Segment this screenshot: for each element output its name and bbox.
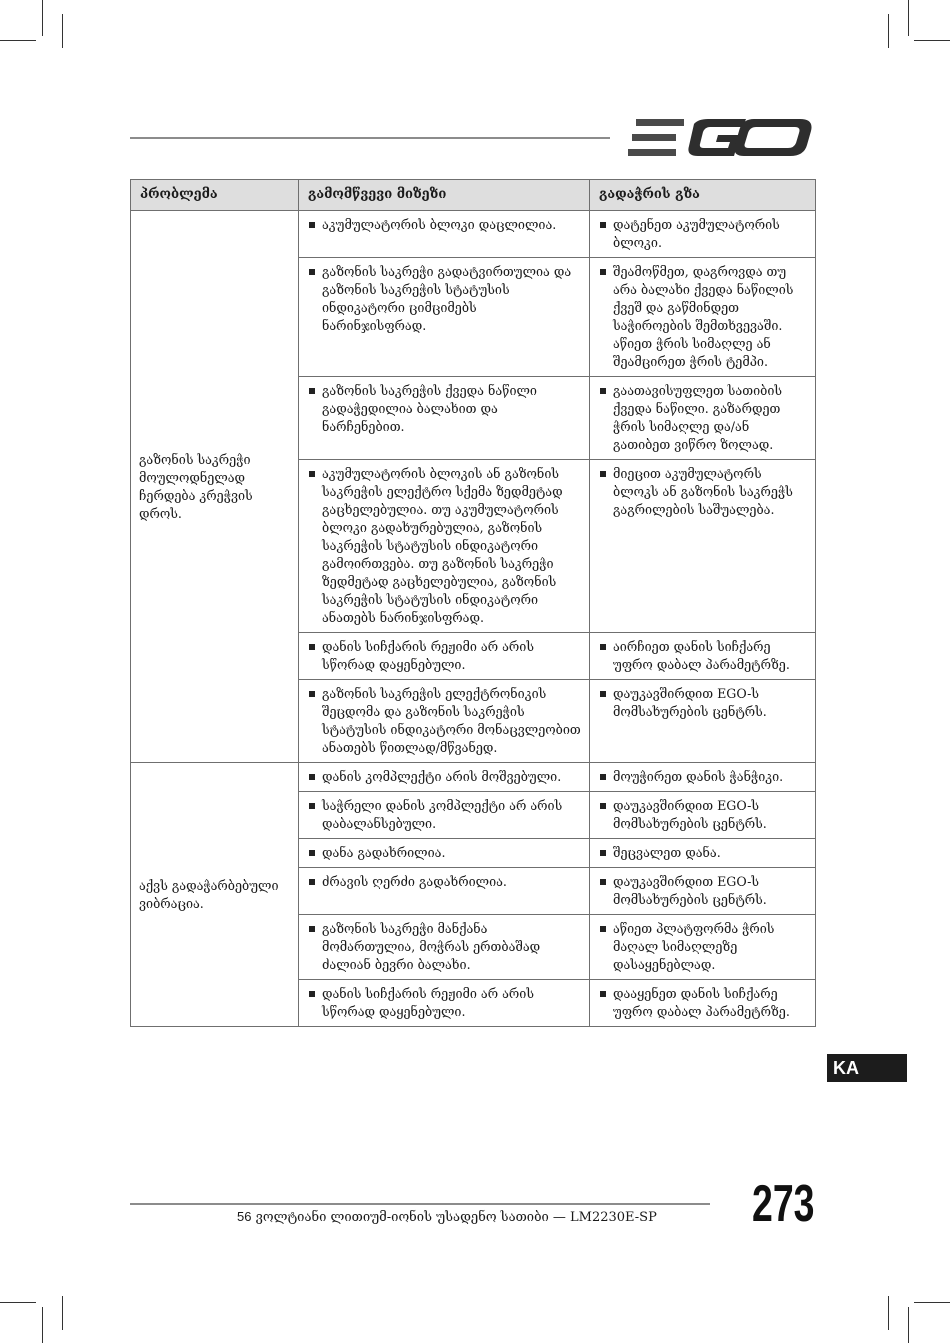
cause-text: დანის სიჩქარის რეჟიმი არ არის სწორად დაყენებული. [322,986,534,1019]
bullet-icon [600,926,606,932]
solution-cell [590,258,816,377]
cause-cell [299,460,590,633]
bullet-icon [309,991,315,997]
cause-text: აკუმულატორის ბლოკის ან გაზონის საკრეჭის ელექტრო სქემა ზედმეტად გაცხელებულია. თუ აკუმულატორის ბლოკი გადახურებულია, გაზონის საკრეჭის სტატუსის ინდიკატორი გამოირთვება. თუ გაზონის საკრეჭი ზედმეტად გაცხელებულია, გაზონის საკრეჭის სტატუსის ინდიკატორი ანათებს ნარინჯისფრად. [322,466,563,625]
crop-mark [42,0,43,36]
cause-cell [299,633,590,680]
solution-cell [590,792,816,839]
bullet-icon [600,644,606,650]
table-row [131,211,816,258]
table-row [131,763,816,792]
cause-cell [299,377,590,460]
cause-text: აკუმულატორის ბლოკი დაცლილია. [322,217,557,232]
bullet-icon [309,850,315,856]
cause-cell [299,258,590,377]
footer-description: ვოლტიანი ლითიუმ-იონის უსადენო სათიბი — LM2230E-SP [255,1210,657,1225]
cause-text: დანა გადახრილია. [322,845,446,860]
cause-text: გაზონის საკრეჭი მანქანა მომართულია, მოჭრას ერთბაშად ძალიან ბევრი ბალახი. [322,921,541,972]
footer-voltage: 56 [237,1209,252,1224]
solution-cell [590,839,816,868]
crop-mark [0,40,36,41]
solution-text: მოუჭირეთ დანის ჭანჭიკი. [613,769,784,784]
footer-rule [130,1203,710,1205]
bullet-icon [309,926,315,932]
crop-mark [908,1307,909,1343]
cause-cell [299,868,590,915]
crop-mark [908,0,909,36]
bullet-icon [600,269,606,275]
solution-cell [590,377,816,460]
bullet-icon [309,222,315,228]
bullet-icon [600,850,606,856]
solution-cell [590,763,816,792]
cause-cell [299,839,590,868]
bullet-icon [309,691,315,697]
bullet-icon [600,991,606,997]
bullet-icon [600,222,606,228]
solution-text: შეცვალეთ დანა. [613,845,721,860]
cause-cell [299,915,590,980]
solution-text: აწიეთ პლატფორმა ჭრის მაღალ სიმაღლეზე დასაყენებლად. [613,921,775,972]
cause-cell [299,680,590,763]
bullet-icon [309,879,315,885]
solution-text: გაათავისუფლეთ სათიბის ქვედა ნაწილი. გაზარდეთ ჭრის სიმაღლე და/ან გათიბეთ ვიწრო ზოლად. [613,383,783,452]
bullet-icon [309,269,315,275]
solution-text: მიეცით აკუმულატორს ბლოკს ან გაზონის საკრეჭს გაგრილების საშუალება. [613,466,793,517]
bullet-icon [309,388,315,394]
solution-text: აირჩიეთ დანის სიჩქარე უფრო დაბალ პარამეტრზე. [613,639,790,672]
cause-text: გაზონის საკრეჭი გადატვირთულია და გაზონის საკრეჭის სტატუსის ინდიკატორი ციმციმებს ნარინჯისფრად. [322,264,572,333]
cause-text: ძრავის ღერძი გადახრილია. [322,874,507,889]
cause-text: გაზონის საკრეჭის ქვედა ნაწილი გადაჭედილია ბალახით და ნარჩენებით. [322,383,537,434]
bullet-icon [600,388,606,394]
solution-text: დატენეთ აკუმულატორის ბლოკი. [613,217,780,250]
bullet-icon [309,471,315,477]
language-tab: KA [827,1054,907,1082]
cause-text: საჭრელი დანის კომპლექტი არ არის დაბალანსებული. [322,798,563,831]
cause-text: დანის კომპლექტი არის მოშვებული. [322,769,562,784]
solution-text: დაუკავშირდით EGO-ს მომსახურების ცენტრს. [613,686,767,719]
crop-mark [888,1296,889,1330]
cause-text: დანის სიჩქარის რეჟიმი არ არის სწორად დაყენებული. [322,639,534,672]
crop-mark [42,1307,43,1343]
troubleshooting-table [130,179,816,1027]
problem-cell: აქვს გადაჭარბებული ვიბრაცია. [131,763,299,1027]
cause-cell [299,980,590,1027]
header-rule [130,137,610,139]
table-header-row [131,180,816,211]
bullet-icon [309,644,315,650]
crop-mark [914,1302,950,1303]
header-cause: გამომწვევი მიზეზი [299,180,590,211]
crop-mark [888,14,889,48]
header-solution: გადაჭრის გზა [590,180,816,211]
solution-cell [590,915,816,980]
solution-cell [590,633,816,680]
bullet-icon [600,803,606,809]
solution-text: დაუკავშირდით EGO-ს მომსახურების ცენტრს. [613,798,767,831]
header-problem: პრობლემა [131,180,299,211]
page-number: 273 [752,1175,815,1233]
problem-cell: გაზონის საკრეჭი მოულოდნელად ჩერდება კრეჭვის დროს. [131,211,299,763]
bullet-icon [600,471,606,477]
cause-cell [299,763,590,792]
solution-text: დააყენეთ დანის სიჩქარე უფრო დაბალ პარამეტრზე. [613,986,790,1019]
cause-cell [299,792,590,839]
footer-product-line [237,1209,717,1225]
solution-text: შეამოწმეთ, დაგროვდა თუ არა ბალახი ქვედა ნაწილის ქვეშ და გაწმინდეთ საჭიროების შემთხვევაში. აწიეთ ჭრის სიმაღლე ან შეამცირეთ ჭრის ტემპი. [613,264,794,369]
crop-mark [0,1302,36,1303]
solution-cell [590,680,816,763]
bullet-icon [309,774,315,780]
bullet-icon [600,691,606,697]
bullet-icon [600,774,606,780]
crop-mark [62,1296,63,1330]
bullet-icon [309,803,315,809]
solution-cell [590,980,816,1027]
bullet-icon [600,879,606,885]
crop-mark [914,40,950,41]
solution-cell [590,868,816,915]
ego-logo [628,117,814,159]
solution-cell [590,460,816,633]
crop-mark [62,14,63,48]
cause-text: გაზონის საკრეჭის ელექტრონიკის შეცდომა და გაზონის საკრეჭის სტატუსის ინდიკატორი მონაცვლეობით ანათებს წითლად/მწვანედ. [322,686,581,755]
solution-cell [590,211,816,258]
solution-text: დაუკავშირდით EGO-ს მომსახურების ცენტრს. [613,874,767,907]
cause-cell [299,211,590,258]
